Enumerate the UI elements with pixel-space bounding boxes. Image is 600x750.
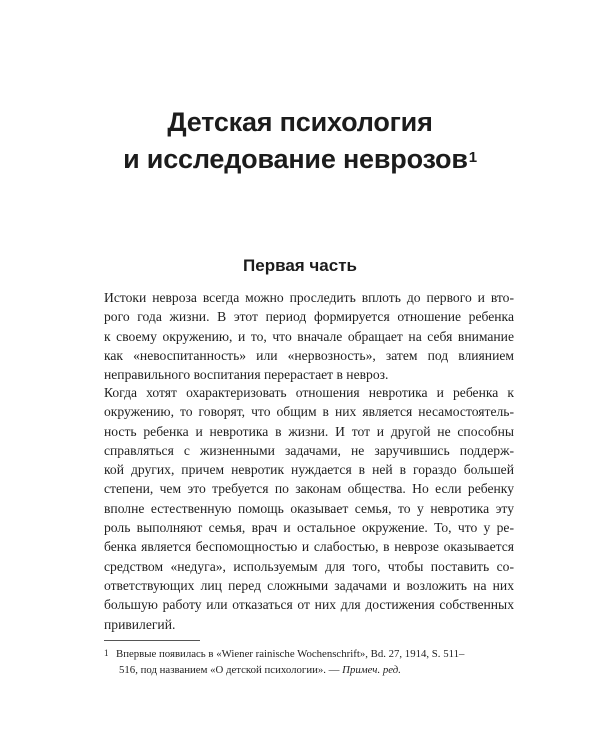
footnote-line-2: [104, 663, 514, 679]
paragraph-line: Истоки невроза всегда можно проследить вплоть до первого и вто-: [104, 290, 514, 305]
paragraph-2: [104, 383, 514, 634]
footnote-mark: 1: [104, 648, 109, 658]
footnote-line-1: [104, 647, 514, 663]
footnote-line-1-text: Впервые появилась в «Wiener rainische Wochenschrift», Bd. 27, 1914, S. 511–: [116, 648, 465, 660]
footnote: [104, 647, 514, 678]
paragraph-line: степени, чем это требуется по законам общества. Но если ребенку: [104, 481, 514, 497]
paragraph-line: к своему окружению, и то, что вначале обращает на себя внимание: [104, 328, 514, 344]
section-title: Первая часть: [243, 256, 357, 275]
paragraph-line: привилегий.: [104, 616, 176, 632]
chapter-title-line-1: Детская психология: [167, 107, 433, 137]
paragraph-line: ность ребенка и невротика в жизни. И тот и другой не способны: [104, 423, 514, 439]
footnote-reference[interactable]: 1: [468, 149, 477, 166]
paragraph-line: как «невоспитанность» или «нервозность», затем под влиянием: [104, 347, 514, 363]
paragraph-line: бенка является беспомощностью и слабостью, в неврозе оказывается: [104, 539, 514, 555]
footnote-divider: [104, 640, 200, 641]
paragraph-line: рого года жизни. В этот период формируется отношение ребенка: [104, 309, 514, 325]
paragraph-line: кой других, причем невротик нуждается в ней в гораздо большей: [104, 462, 514, 478]
editor-note: Примеч. ред.: [342, 663, 401, 676]
chapter-title: [60, 104, 540, 178]
chapter-title-line-2: [60, 141, 540, 178]
footnote-line-2-text: 516, под названием «О детской психологии». —: [119, 663, 343, 676]
paragraph-line: неправильного воспитания перерастает в невроз.: [104, 367, 389, 383]
paragraph-line: большую работу или отказаться от них для достижения собственных: [104, 597, 514, 613]
paragraph-line: средством «недуга», используемым для того, чтобы поставить со-: [104, 558, 514, 574]
paragraph-line: Когда хотят охарактеризовать отношения невротика и ребенка к: [104, 385, 514, 400]
paragraph-line: окружению, то говорят, что общим в них является несамостоятель-: [104, 404, 514, 420]
paragraph-line: справляться с жизненными задачами, не заручившись поддерж-: [104, 442, 514, 458]
paragraph-line: роль выполняют семья, врач и остальное окружение. То, что у ре-: [104, 520, 514, 536]
chapter-title-line-2-text: и исследование неврозов: [123, 144, 468, 174]
paragraph-line: вполне естественную помощь оказывает семья, то у невротика эту: [104, 500, 514, 516]
paragraph-1: [104, 288, 514, 384]
paragraph-line: ответствующих лиц перед сложными задачами и возложить на них: [104, 577, 514, 593]
